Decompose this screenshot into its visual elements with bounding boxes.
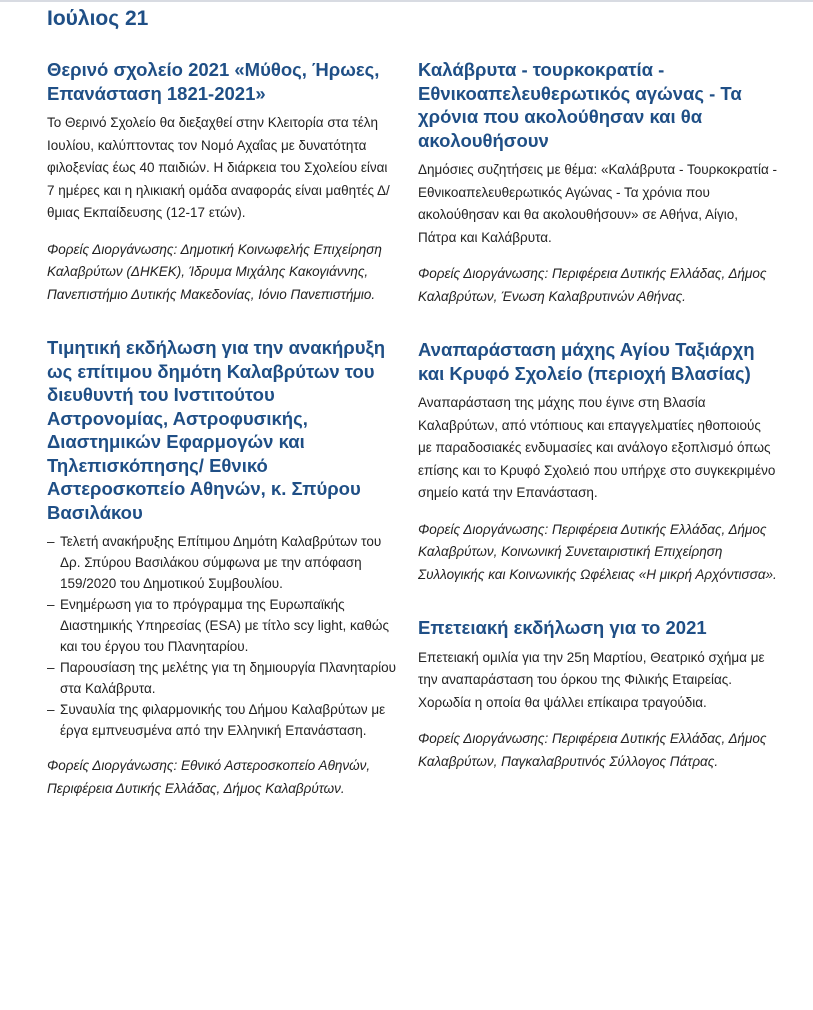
event-description: Επετειακή ομιλία για την 25η Μαρτίου, Θεατρικό σχήμα με την αναπαράσταση του όρκου της Φιλικής Εταιρείας. Χορωδία η οποία θα ψάλλει επίκαιρα τραγούδια.	[418, 649, 765, 710]
event-organizers: Φορείς Διοργάνωσης: Περιφέρεια Δυτικής Ελλάδας, Δήμος Καλαβρύτων, Κοινωνική Συνεταιριστική Επιχείρηση Συλλογικής και Κοινωνικής Ωφέλειας «Η μικρή Αρχόντισσα».	[418, 521, 777, 582]
event-kalavryta-discussions	[418, 58, 778, 308]
event-description: Το Θερινό Σχολείο θα διεξαχθεί στην Κλειτορία στα τέλη Ιουλίου, καλύπτοντας τον Νομό Αχαΐας με δυνατότητα φιλοξενίας έως 40 παιδιών. Η διάρκεια του Σχολείου είναι 7 ημέρες και η ηλικιακή ομάδα αναφοράς είναι μαθητές Δ/θμιας Εκπαίδευσης (12-17 ετών).	[47, 115, 390, 220]
event-title: Αναπαράσταση μάχης Αγίου Ταξιάρχη και Κρυφό Σχολείο (περιοχή Βλασίας)	[418, 339, 755, 384]
event-anniversary-2021	[418, 616, 778, 773]
list-item: – Παρουσίαση της μελέτης για τη δημιουργία Πλανηταρίου στα Καλάβρυτα.	[47, 657, 397, 699]
top-border	[0, 0, 813, 2]
right-column	[418, 58, 778, 803]
event-summer-school	[47, 58, 397, 306]
event-battle-reenactment	[418, 338, 778, 586]
event-title: Τιμητική εκδήλωση για την ανακήρυξη ως επίτιμου δημότη Καλαβρύτων του διευθυντή του Ινστιτούτου Αστρονομίας, Αστροφυσικής, Διαστημικών Εφαρμογών και Τηλεπισκόπησης/ Εθνικό Αστεροσκοπείο Αθηνών, κ. Σπύρου Βασιλάκου	[47, 337, 385, 523]
left-column	[47, 58, 397, 830]
list-item: – Συναυλία της φιλαρμονικής του Δήμου Καλαβρύτων με έργα εμπνευσμένα από την Ελληνική Επανάσταση.	[47, 699, 397, 741]
month-heading: Ιούλιος 21	[47, 7, 149, 30]
event-organizers: Φορείς Διοργάνωσης: Περιφέρεια Δυτικής Ελλάδας, Δήμος Καλαβρύτων, Παγκαλαβρυτινός Σύλλογος Πάτρας.	[418, 731, 767, 769]
event-title: Θερινό σχολείο 2021 «Μύθος, Ήρωες, Επανάσταση 1821-2021»	[47, 59, 380, 104]
event-organizers: Φορείς Διοργάνωσης: Περιφέρεια Δυτικής Ελλάδας, Δήμος Καλαβρύτων, Ένωση Καλαβρυτινών Αθήνας.	[418, 266, 767, 304]
event-title: Καλάβρυτα - τουρκοκρατία - Εθνικοαπελευθερωτικός αγώνας - Τα χρόνια που ακολούθησαν και θα ακολουθήσουν	[418, 59, 742, 151]
event-title: Επετειακή εκδήλωση για το 2021	[418, 617, 707, 638]
list-item: – Ενημέρωση για το πρόγραμμα της Ευρωπαϊκής Διαστημικής Υπηρεσίας (ESA) με τίτλο scy light, καθώς και του έργου του Πλανηταρίου.	[47, 594, 397, 657]
event-program-list	[47, 531, 397, 741]
event-honorary-citizen	[47, 336, 397, 800]
event-description: Δημόσιες συζητήσεις με θέμα: «Καλάβρυτα - Τουρκοκρατία - Εθνικοαπελευθερωτικός Αγώνας - Τα χρόνια που ακολούθησαν και θα ακολουθήσουν» σε Αθήνα, Αίγιο, Πάτρα και Καλάβρυτα.	[418, 162, 778, 245]
event-organizers: Φορείς Διοργάνωσης: Δημοτική Κοινωφελής Επιχείρηση Καλαβρύτων (ΔΗΚΕΚ), Ίδρυμα Μιχάλης Κακογιάννης, Πανεπιστήμιο Δυτικής Μακεδονίας, Ιόνιο Πανεπιστήμιο.	[47, 241, 382, 302]
event-organizers: Φορείς Διοργάνωσης: Εθνικό Αστεροσκοπείο Αθηνών, Περιφέρεια Δυτικής Ελλάδας, Δήμος Καλαβρύτων.	[47, 758, 371, 796]
list-item: – Τελετή ανακήρυξης Επίτιμου Δημότη Καλαβρύτων του Δρ. Σπύρου Βασιλάκου σύμφωνα με την απόφαση 159/2020 του Δημοτικού Συμβουλίου.	[47, 531, 397, 594]
event-description: Αναπαράσταση της μάχης που έγινε στη Βλασία Καλαβρύτων, από ντόπιους και επαγγελματίες ηθοποιούς με παραδοσιακές ενδυμασίες και ανάλογο εξοπλισμό όπως επίσης και το Κρυφό Σχολειό που υπήρχε στο συγκεκριμένο σημείο κατά την Επανάσταση.	[418, 395, 776, 500]
